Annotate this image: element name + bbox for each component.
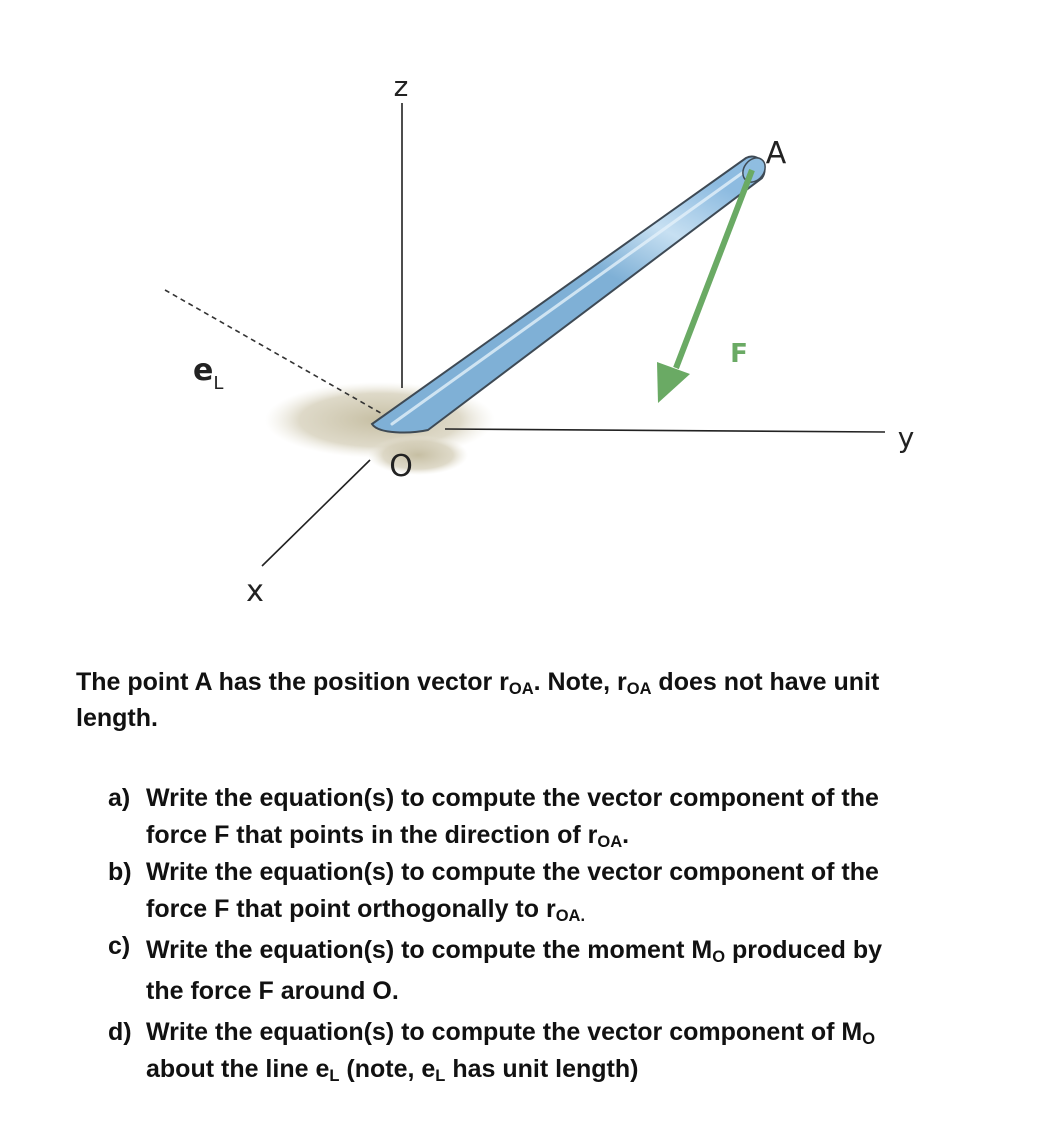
question-d-line2-wrap: [146, 1051, 1008, 1088]
question-c-body: [146, 928, 1008, 1010]
question-b-marker: b): [108, 858, 132, 886]
question-d-line2c: has unit length): [445, 1055, 639, 1083]
label-eL-main: e: [193, 353, 214, 388]
question-c-line1-end: produced by: [725, 936, 883, 964]
question-a-line2: force F that points in the direction of r: [146, 821, 598, 849]
question-c-line1-wrap: [146, 932, 1008, 969]
question-d-line2a: about the line e: [146, 1055, 330, 1083]
label-eL: [193, 353, 223, 394]
question-a-line1: Write the equation(s) to compute the vector component of the: [146, 784, 879, 812]
question-a-body: [146, 780, 1008, 854]
label-O: O: [389, 449, 413, 484]
question-d-body: [146, 1014, 1008, 1088]
question-b-line2-wrap: [146, 891, 1008, 928]
question-a-sub: OA: [597, 833, 623, 852]
question-b: [108, 854, 1008, 928]
intro-text-3: does not have unit: [651, 668, 880, 696]
question-b-sub: OA.: [555, 907, 586, 926]
label-z: z: [393, 70, 409, 103]
question-c: [108, 928, 1008, 1010]
question-d-sub1: O: [862, 1030, 876, 1049]
question-d-sub2: L: [329, 1067, 340, 1086]
intro-text-1: The point A has the position vector r: [76, 668, 509, 696]
question-a-end: .: [622, 821, 630, 849]
label-F: F: [730, 339, 748, 369]
question-a-line2-wrap: [146, 817, 1008, 854]
x-axis: [262, 460, 370, 566]
ground-shadow-lobe: [368, 435, 468, 475]
label-A: A: [765, 136, 787, 171]
intro-paragraph: [76, 664, 976, 736]
intro-text-2: . Note, r: [533, 668, 627, 696]
y-axis: [445, 429, 885, 432]
question-d: [108, 1014, 1008, 1088]
question-d-line1-wrap: [146, 1014, 1008, 1051]
intro-sub-2: OA: [626, 680, 652, 699]
question-b-body: [146, 854, 1008, 928]
question-d-sub3: L: [435, 1067, 446, 1086]
question-list: [108, 780, 1008, 1088]
question-c-line2: the force F around O.: [146, 977, 399, 1005]
question-d-marker: d): [108, 1018, 132, 1046]
question-d-line1: Write the equation(s) to compute the vector component of M: [146, 1018, 863, 1046]
question-b-line1: Write the equation(s) to compute the vector component of the: [146, 858, 879, 886]
force-arrow-head: [657, 362, 690, 403]
label-x: x: [246, 574, 264, 609]
rod-highlight: [392, 166, 752, 424]
question-c-marker: c): [108, 932, 131, 960]
label-eL-sub: L: [213, 373, 224, 394]
question-b-line2: force F that point orthogonally to r: [146, 895, 556, 923]
question-d-line2b: (note, e: [339, 1055, 436, 1083]
intro-text-4: length.: [76, 704, 158, 732]
intro-sub-1: OA: [508, 680, 534, 699]
label-y: y: [897, 421, 915, 454]
question-a: [108, 780, 1008, 854]
question-c-line1: Write the equation(s) to compute the moment M: [146, 936, 713, 964]
question-a-marker: a): [108, 784, 131, 812]
question-c-sub: O: [712, 948, 726, 967]
